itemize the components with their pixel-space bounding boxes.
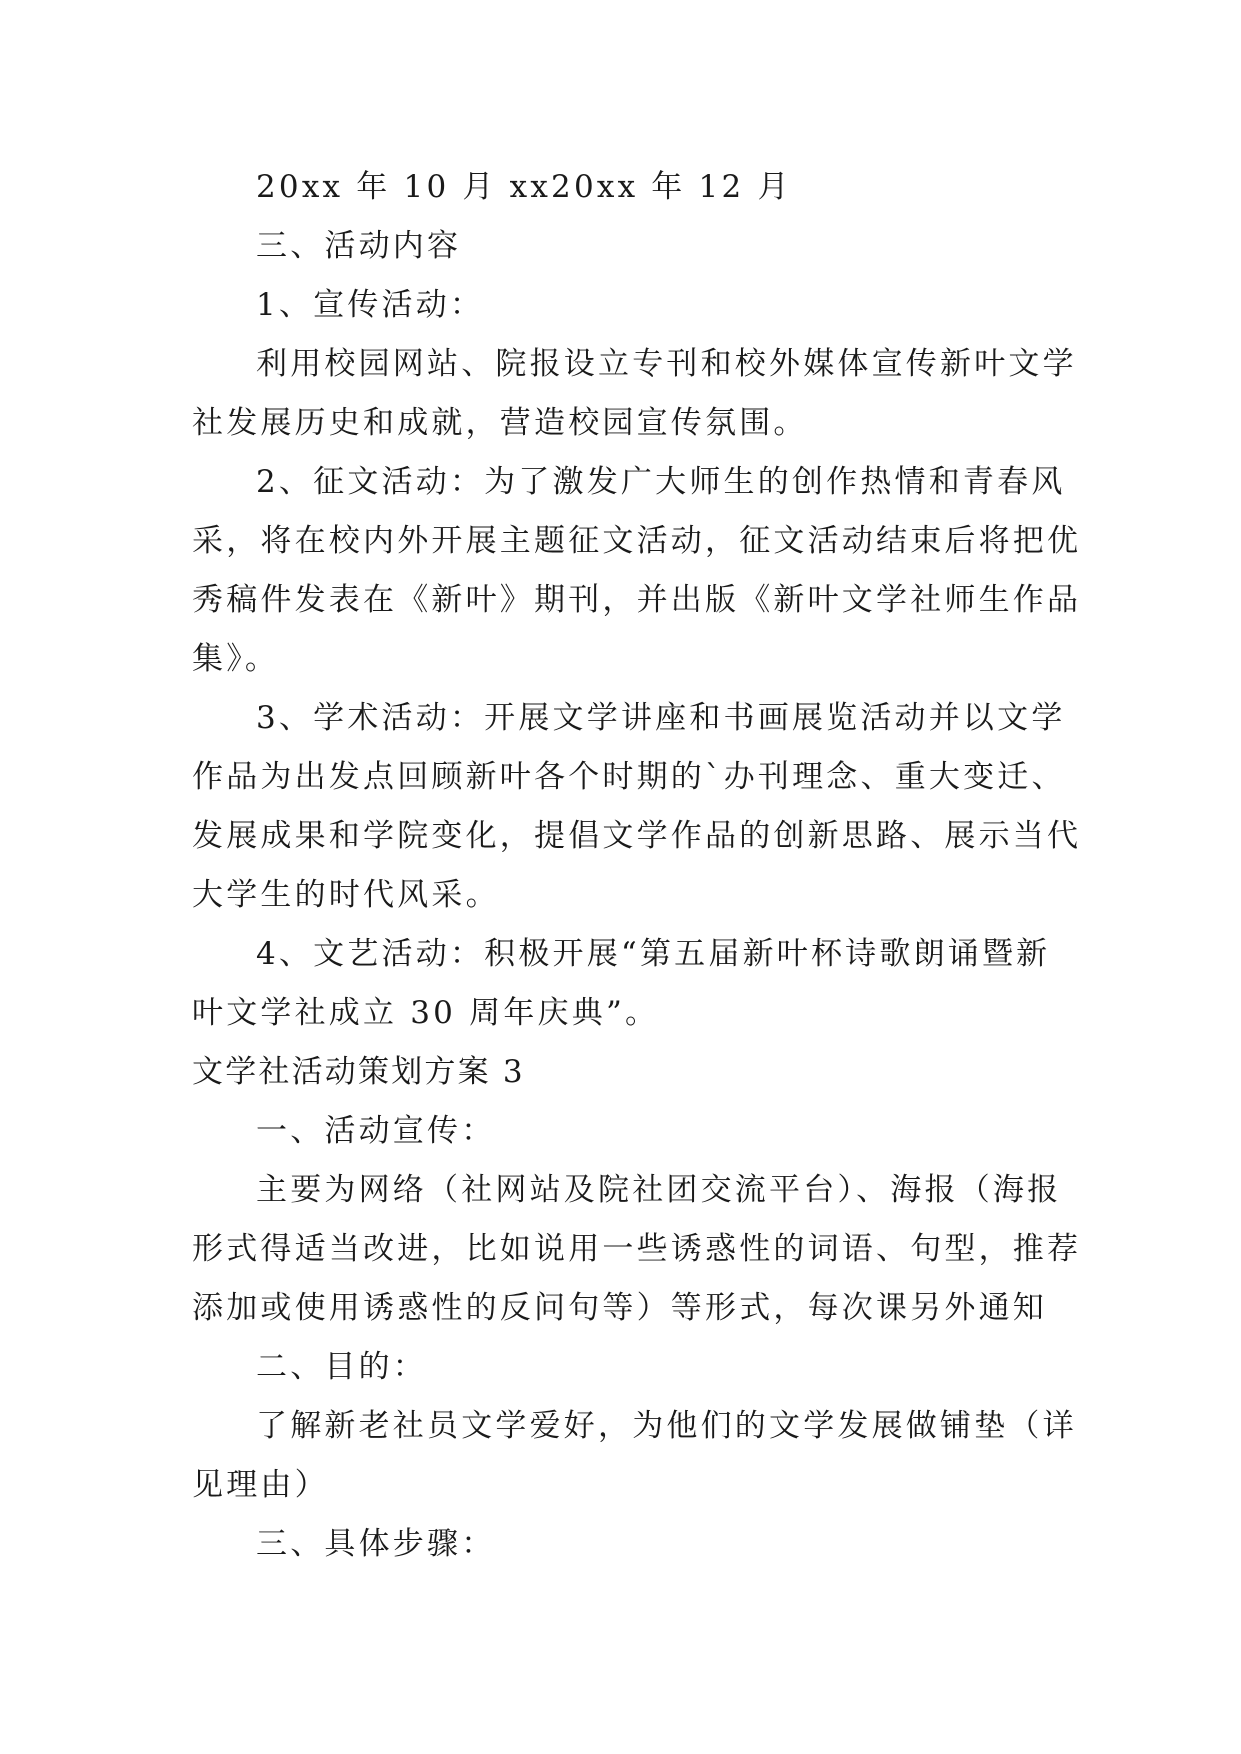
section-heading-steps: 三、具体步骤： (256, 1526, 496, 1562)
paragraph-line: 秀稿件发表在《新叶》期刊，并出版《新叶文学社师生作品 (192, 582, 1082, 618)
section-heading-publicity: 一、活动宣传： (256, 1113, 496, 1149)
paragraph-line: 了解新老社员文学爱好，为他们的文学发展做铺垫（详 (256, 1408, 1077, 1444)
paragraph-line: 3、学术活动：开展文学讲座和书画展览活动并以文学 (256, 700, 1066, 736)
paragraph-line: 作品为出发点回顾新叶各个时期的`办刊理念、重大变迁、 (192, 759, 1066, 795)
paragraph-line: 发展成果和学院变化，提倡文学作品的创新思路、展示当代 (192, 818, 1082, 854)
paragraph-line: 利用校园网站、院报设立专刊和校外媒体宣传新叶文学 (256, 346, 1077, 382)
document-body (192, 158, 1082, 1574)
item-heading-publicity: 1、宣传活动： (256, 287, 485, 323)
section-heading-activity-content: 三、活动内容 (256, 228, 462, 264)
paragraph-line: 叶文学社成立 30 周年庆典”。 (192, 995, 660, 1031)
paragraph-line: 形式得适当改进，比如说用一些诱惑性的词语、句型，推荐 (192, 1231, 1082, 1267)
paragraph-line: 4、文艺活动：积极开展“第五届新叶杯诗歌朗诵暨新 (256, 936, 1051, 972)
paragraph-line: 主要为网络（社网站及院社团交流平台）、海报（海报 (256, 1172, 1062, 1208)
paragraph-line: 大学生的时代风采。 (192, 877, 500, 913)
date-range-line: 20xx 年 10 月 xx20xx 年 12 月 (256, 169, 792, 205)
document-title-plan-3: 文学社活动策划方案 3 (192, 1054, 525, 1090)
section-heading-purpose: 二、目的： (256, 1349, 427, 1385)
paragraph-line: 见理由） (192, 1467, 329, 1503)
paragraph-line: 集》。 (192, 641, 280, 677)
paragraph-line: 添加或使用诱惑性的反问句等）等形式，每次课另外通知 (192, 1290, 1047, 1326)
paragraph-line: 社发展历史和成就，营造校园宣传氛围。 (192, 405, 808, 441)
paragraph-line: 采，将在校内外开展主题征文活动，征文活动结束后将把优 (192, 523, 1082, 559)
paragraph-line: 2、征文活动：为了激发广大师生的创作热情和青春风 (256, 464, 1066, 500)
